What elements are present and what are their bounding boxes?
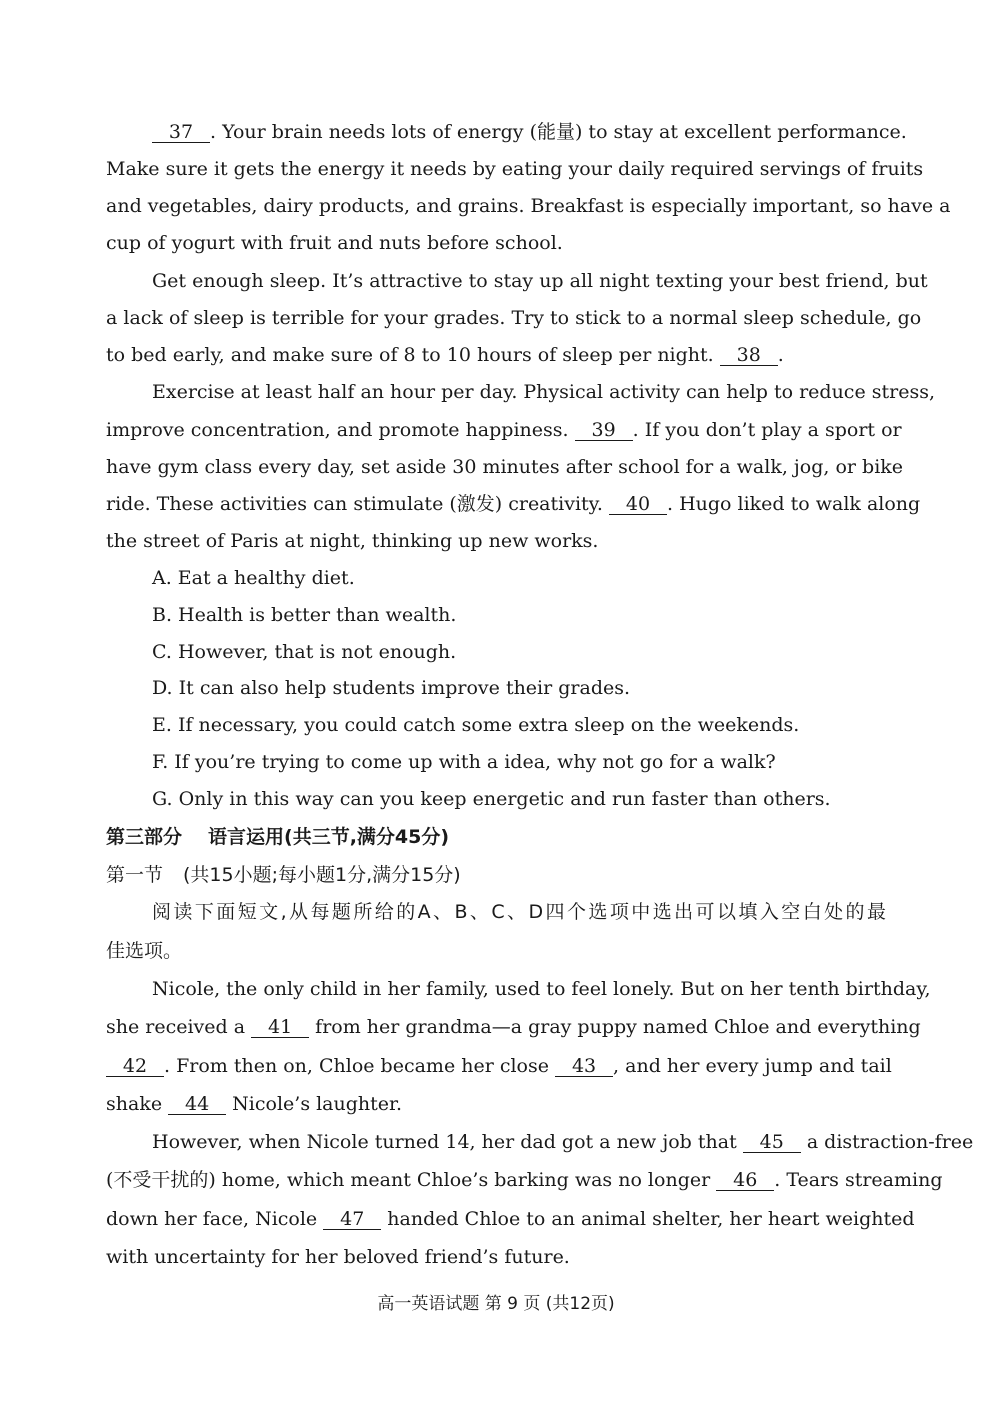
passage-a-p3-line4: ride. These activities can stimulate (激发) creativity. 40 . Hugo liked to walk along: [106, 493, 921, 515]
blank-37: 37: [152, 122, 210, 143]
passage-b-p1-line2: she received a 41 from her grandma—a gray puppy named Chloe and everything: [106, 1016, 921, 1038]
blank-47: 47: [323, 1209, 381, 1230]
option-e: E. If necessary, you could catch some extra sleep on the weekends.: [152, 714, 800, 736]
passage-a-p1-line4: cup of yogurt with fruit and nuts before school.: [106, 232, 563, 254]
blank-41: 41: [251, 1017, 309, 1038]
passage-a-p3-line3: have gym class every day, set aside 30 minutes after school for a walk, jog, or bike: [106, 456, 904, 478]
passage-a-p2-line1: Get enough sleep. It’s attractive to stay up all night texting your best friend, but: [152, 270, 928, 292]
blank-38: 38: [720, 345, 778, 366]
passage-a-p3-line5: the street of Paris at night, thinking up new works.: [106, 530, 599, 552]
passage-b-p2-line4: with uncertainty for her beloved friend’s future.: [106, 1246, 570, 1268]
passage-b-p1-line3: 42 . From then on, Chloe became her close 43 , and her every jump and tail: [106, 1054, 886, 1078]
option-c: C. However, that is not enough.: [152, 641, 457, 663]
option-a: A. Eat a healthy diet.: [152, 567, 355, 589]
passage-a-p2-line3: to bed early, and make sure of 8 to 10 hours of sleep per night. 38 .: [106, 344, 784, 366]
passage-b-p2-line1: However, when Nicole turned 14, her dad got a new job that 45 a distraction-free: [152, 1131, 974, 1153]
option-g: G. Only in this way can you keep energetic and run faster than others.: [152, 788, 831, 810]
part3-heading: 第三部分 语言运用(共三节,满分45分): [106, 826, 450, 848]
option-f: F. If you’re trying to come up with a idea, why not go for a walk?: [152, 751, 776, 773]
passage-a-p1-line3: and vegetables, dairy products, and grains. Breakfast is especially important, so have a: [106, 195, 951, 217]
option-b: B. Health is better than wealth.: [152, 604, 457, 626]
blank-40: 40: [609, 494, 667, 515]
passage-a-p3-line1: Exercise at least half an hour per day. Physical activity can help to reduce stress,: [152, 381, 935, 403]
blank-44: 44: [168, 1094, 226, 1115]
blank-46: 46: [716, 1170, 774, 1191]
blank-43: 43: [555, 1056, 613, 1077]
passage-a-p1-line1: 37 . Your brain needs lots of energy (能量) to stay at excellent performance.: [152, 120, 886, 144]
passage-a-p2-line2: a lack of sleep is terrible for your grades. Try to stick to a normal sleep schedule, go: [106, 307, 922, 329]
blank-42: 42: [106, 1056, 164, 1077]
blank-39: 39: [575, 420, 633, 441]
passage-b-p2-line3: down her face, Nicole 47 handed Chloe to an animal shelter, her heart weighted: [106, 1208, 915, 1230]
passage-b-p2-line2: (不受干扰的) home, which meant Chloe’s barking was no longer 46 . Tears streaming: [106, 1169, 943, 1191]
section1-heading: 第一节 (共15小题;每小题1分,满分15分): [106, 864, 461, 886]
passage-a-p3-line2: improve concentration, and promote happiness. 39 . If you don’t play a sport or: [106, 419, 902, 441]
blank-45: 45: [743, 1132, 801, 1153]
passage-a-p1-line2: Make sure it gets the energy it needs by eating your daily required servings of fruits: [106, 158, 924, 180]
instructions-line2: 佳选项。: [106, 940, 183, 962]
passage-b-p1-line1: Nicole, the only child in her family, used to feel lonely. But on her tenth birthday,: [152, 978, 931, 1000]
option-d: D. It can also help students improve their grades.: [152, 677, 631, 699]
instructions-line1: 阅读下面短文,从每题所给的A、B、C、D四个选项中选出可以填入空白处的最: [152, 901, 886, 923]
page-footer: 高一英语试题 第 9 页 (共12页): [377, 1294, 615, 1314]
passage-b-p1-line4: shake 44 Nicole’s laughter.: [106, 1093, 403, 1115]
